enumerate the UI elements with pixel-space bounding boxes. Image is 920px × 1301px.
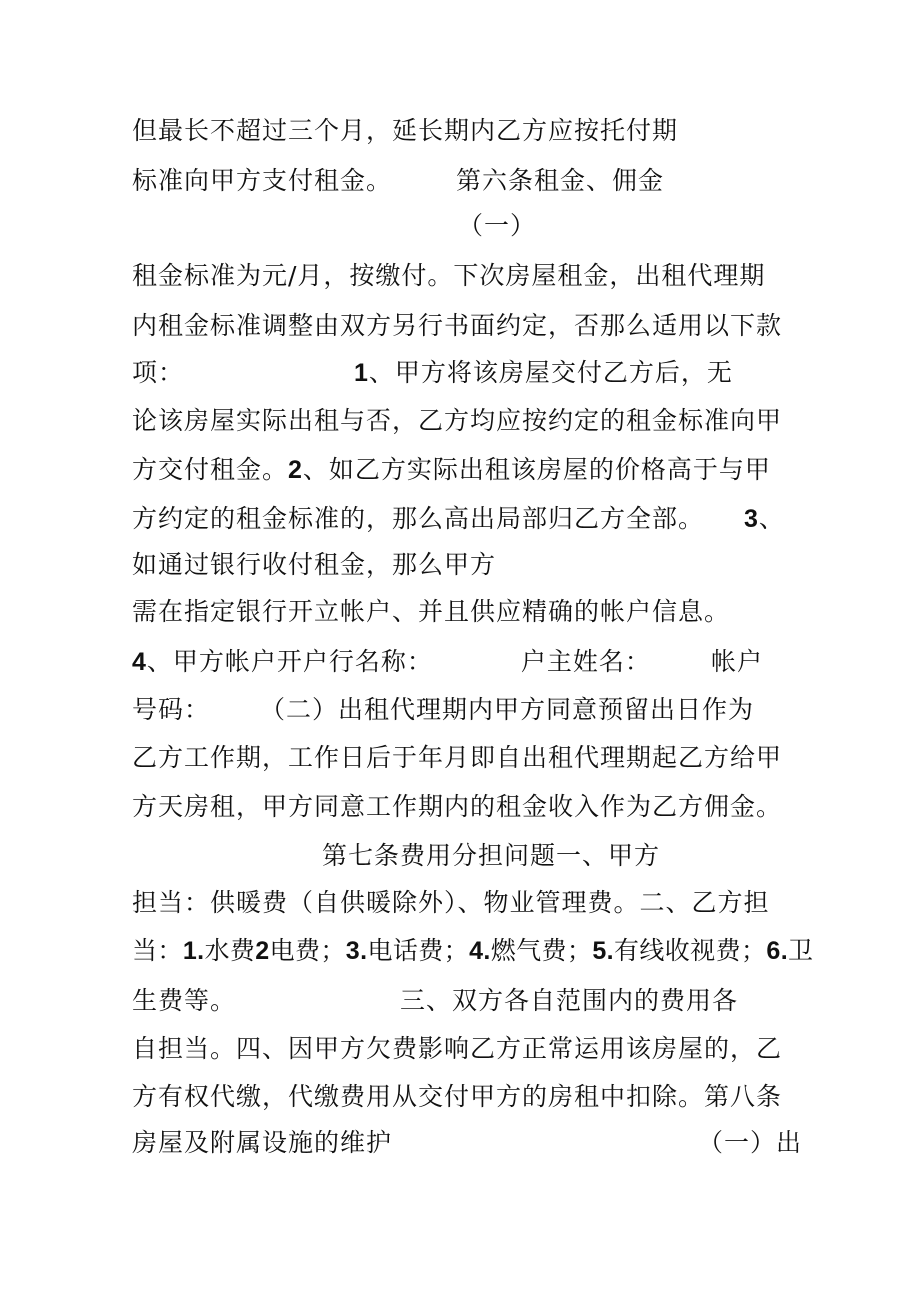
text-line — [132, 597, 730, 627]
text-line — [132, 1034, 782, 1064]
text-run: 担当：供暖费（自供暖除外）、物业管理费。二、乙方担 — [132, 888, 770, 917]
text-run: 有线收视费； — [613, 936, 767, 965]
section-heading: 第七条费用分担问题一、甲方 — [322, 841, 661, 870]
text-line — [322, 841, 660, 871]
text-line — [132, 406, 782, 436]
text-run: 租金标准为元/月，按缴付。下次房屋租金，出租代理期 — [132, 261, 766, 290]
text-run: 项： — [132, 358, 185, 387]
text-run: 卫 — [788, 936, 814, 965]
item-number: 1. — [182, 937, 205, 965]
text-run: 论该房屋实际出租与否，乙方均应按约定的租金标准向甲 — [132, 406, 783, 435]
subsection-number: （一） — [458, 211, 537, 240]
item-number: 3 — [744, 505, 759, 533]
text-line — [132, 1082, 782, 1112]
text-line — [132, 166, 664, 196]
text-run: 内租金标准调整由双方另行书面约定，否那么适用以下款 — [132, 311, 783, 340]
text-line — [132, 888, 770, 918]
text-line — [132, 550, 496, 580]
text-run: 需在指定银行开立帐户、并且供应精确的帐户信息。 — [132, 597, 731, 626]
text-line — [132, 358, 733, 388]
text-line — [132, 986, 738, 1016]
item-number: 4 — [132, 648, 147, 676]
item-number: 1 — [354, 359, 369, 387]
text-line — [132, 936, 813, 966]
text-run: 、 — [758, 504, 785, 533]
text-run: 乙方工作期，工作日后于年月即自出租代理期起乙方给甲 — [132, 743, 783, 772]
text-line — [132, 504, 785, 534]
text-run: 三、双方各自范围内的费用各 — [400, 986, 739, 1015]
text-line — [132, 647, 763, 677]
text-run: 如通过银行收付租金，那么甲方 — [132, 550, 497, 579]
text-line — [132, 792, 782, 822]
text-run: （二）出租代理期内甲方同意预留出日作为 — [260, 695, 755, 724]
text-run: 方交付租金。 — [132, 455, 289, 484]
text-run: 方有权代缴，代缴费用从交付甲方的房租中扣除。第八条 — [132, 1082, 783, 1111]
text-run: 自担当。四、因甲方欠费影响乙方正常运用该房屋的，乙 — [132, 1034, 783, 1063]
text-line — [132, 695, 754, 725]
text-run: 、甲方将该房屋交付乙方后，无 — [368, 358, 733, 387]
text-run: 生费等。 — [132, 986, 237, 1015]
item-number: 3. — [345, 937, 368, 965]
text-run: 、如乙方实际出租该房屋的价格高于与甲 — [302, 455, 771, 484]
text-run: （一）出 — [698, 1128, 803, 1157]
text-line — [458, 211, 536, 241]
text-run: 电费； — [269, 936, 346, 965]
field-label: 户主姓名： — [520, 647, 651, 676]
text-run: 标准向甲方支付租金。 — [132, 166, 393, 195]
field-label: 、甲方帐户开户行名称： — [146, 647, 433, 676]
text-line — [132, 743, 782, 773]
text-run: 当： — [132, 936, 183, 965]
text-run: 方约定的租金标准的，那么高出局部归乙方全部。 — [132, 504, 705, 533]
section-heading: 房屋及附属设施的维护 — [132, 1128, 393, 1157]
item-number: 2 — [255, 937, 270, 965]
field-label: 号码： — [132, 695, 211, 724]
text-run: 燃气费； — [490, 936, 593, 965]
text-run: 电话费； — [367, 936, 470, 965]
text-line — [132, 311, 782, 341]
text-line — [132, 261, 765, 291]
text-run: 水费 — [204, 936, 256, 965]
item-number: 2 — [288, 456, 303, 484]
text-run: 方天房租，甲方同意工作期内的租金收入作为乙方佣金。 — [132, 792, 783, 821]
text-line — [132, 1128, 802, 1158]
text-line — [132, 455, 771, 485]
item-number: 4. — [469, 937, 491, 965]
item-number: 5. — [592, 937, 614, 965]
text-line — [132, 116, 678, 146]
field-label: 帐户 — [710, 647, 763, 676]
item-number: 6. — [766, 937, 789, 965]
section-heading: 第六条租金、佣金 — [456, 166, 665, 195]
text-run: 但最长不超过三个月，延长期内乙方应按托付期 — [132, 116, 679, 145]
